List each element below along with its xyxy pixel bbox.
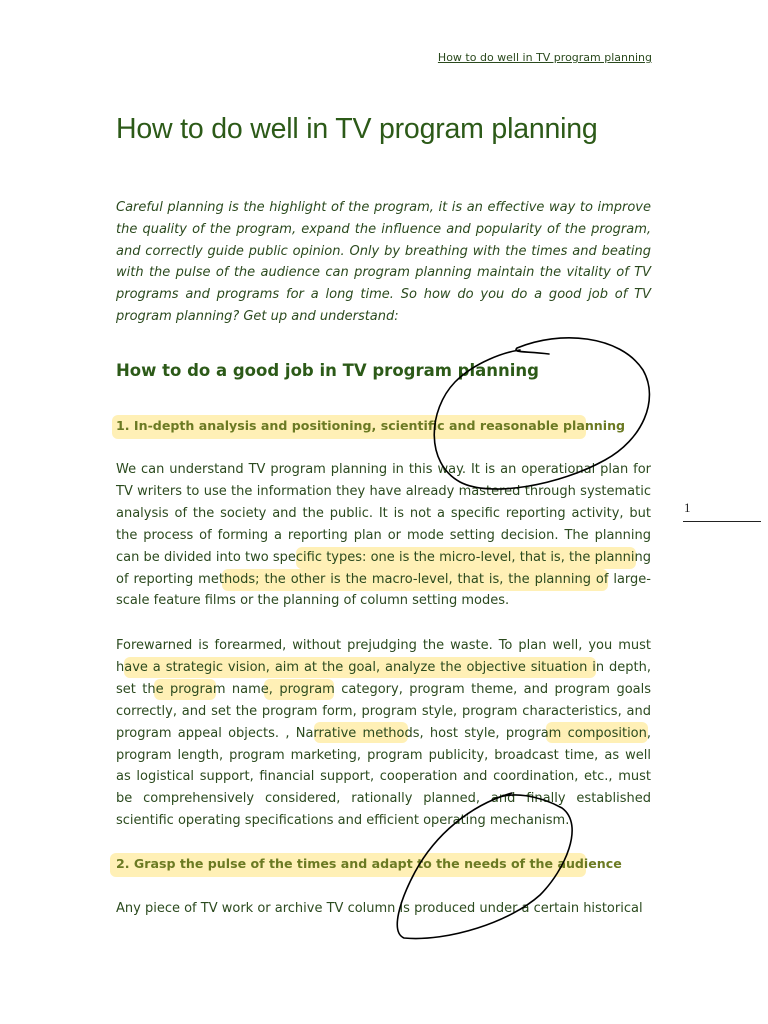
- intro-paragraph: Careful planning is the highlight of the program, it is an effective way to improve the quality of the program, expand the influence and popularity of the program, and correctly guide public opinion. Only by breathing with the times and beating with the pulse of the audience can program planning maintain the vitality of TV programs and programs for a long time. So how do you do a good job of TV program planning? Get up and understand:: [116, 200, 651, 324]
- subheading-2: 2. Grasp the pulse of the times and adapt to the needs of the audience: [116, 856, 622, 871]
- body-paragraph-2: Forewarned is forearmed, without prejudging the waste. To plan well, you must have a strategic vision, aim at the goal, analyze the objective situation in depth, set the program name, program category, program theme, and program goals correctly, and set the program form, program style, program characteristics, and program appeal objects. , Narrative methods, host style, program composition, program length, program marketing, program publicity, broadcast time, as well as logistical support, financial support, cooperation and coordination, etc., must be comprehensively considered, rationally planned, and finally established scientific operating specifications and efficient operating mechanism.: [116, 638, 651, 829]
- body-paragraph-3: Any piece of TV work or archive TV column is produced under a certain historical: [116, 901, 643, 916]
- page-number-rule: [683, 521, 761, 522]
- section-heading: How to do a good job in TV program planning: [116, 361, 539, 380]
- body-paragraph-1: We can understand TV program planning in this way. It is an operational plan for TV writers to use the information they have already mastered through systematic analysis of the society and the public. It is not a specific reporting activity, but the process of forming a reporting plan or mode setting decision. The planning can be divided into two specific types: one is the micro-level, that is, the planning of reporting methods; the other is the macro-level, that is, the planning of large-scale feature films or the planning of column setting modes.: [116, 462, 651, 609]
- running-header: How to do well in TV program planning: [437, 51, 652, 64]
- page-number: 1: [684, 500, 691, 515]
- document-title: How to do well in TV program planning: [116, 113, 598, 145]
- subheading-1: 1. In-depth analysis and positioning, scientific and reasonable planning: [116, 418, 626, 433]
